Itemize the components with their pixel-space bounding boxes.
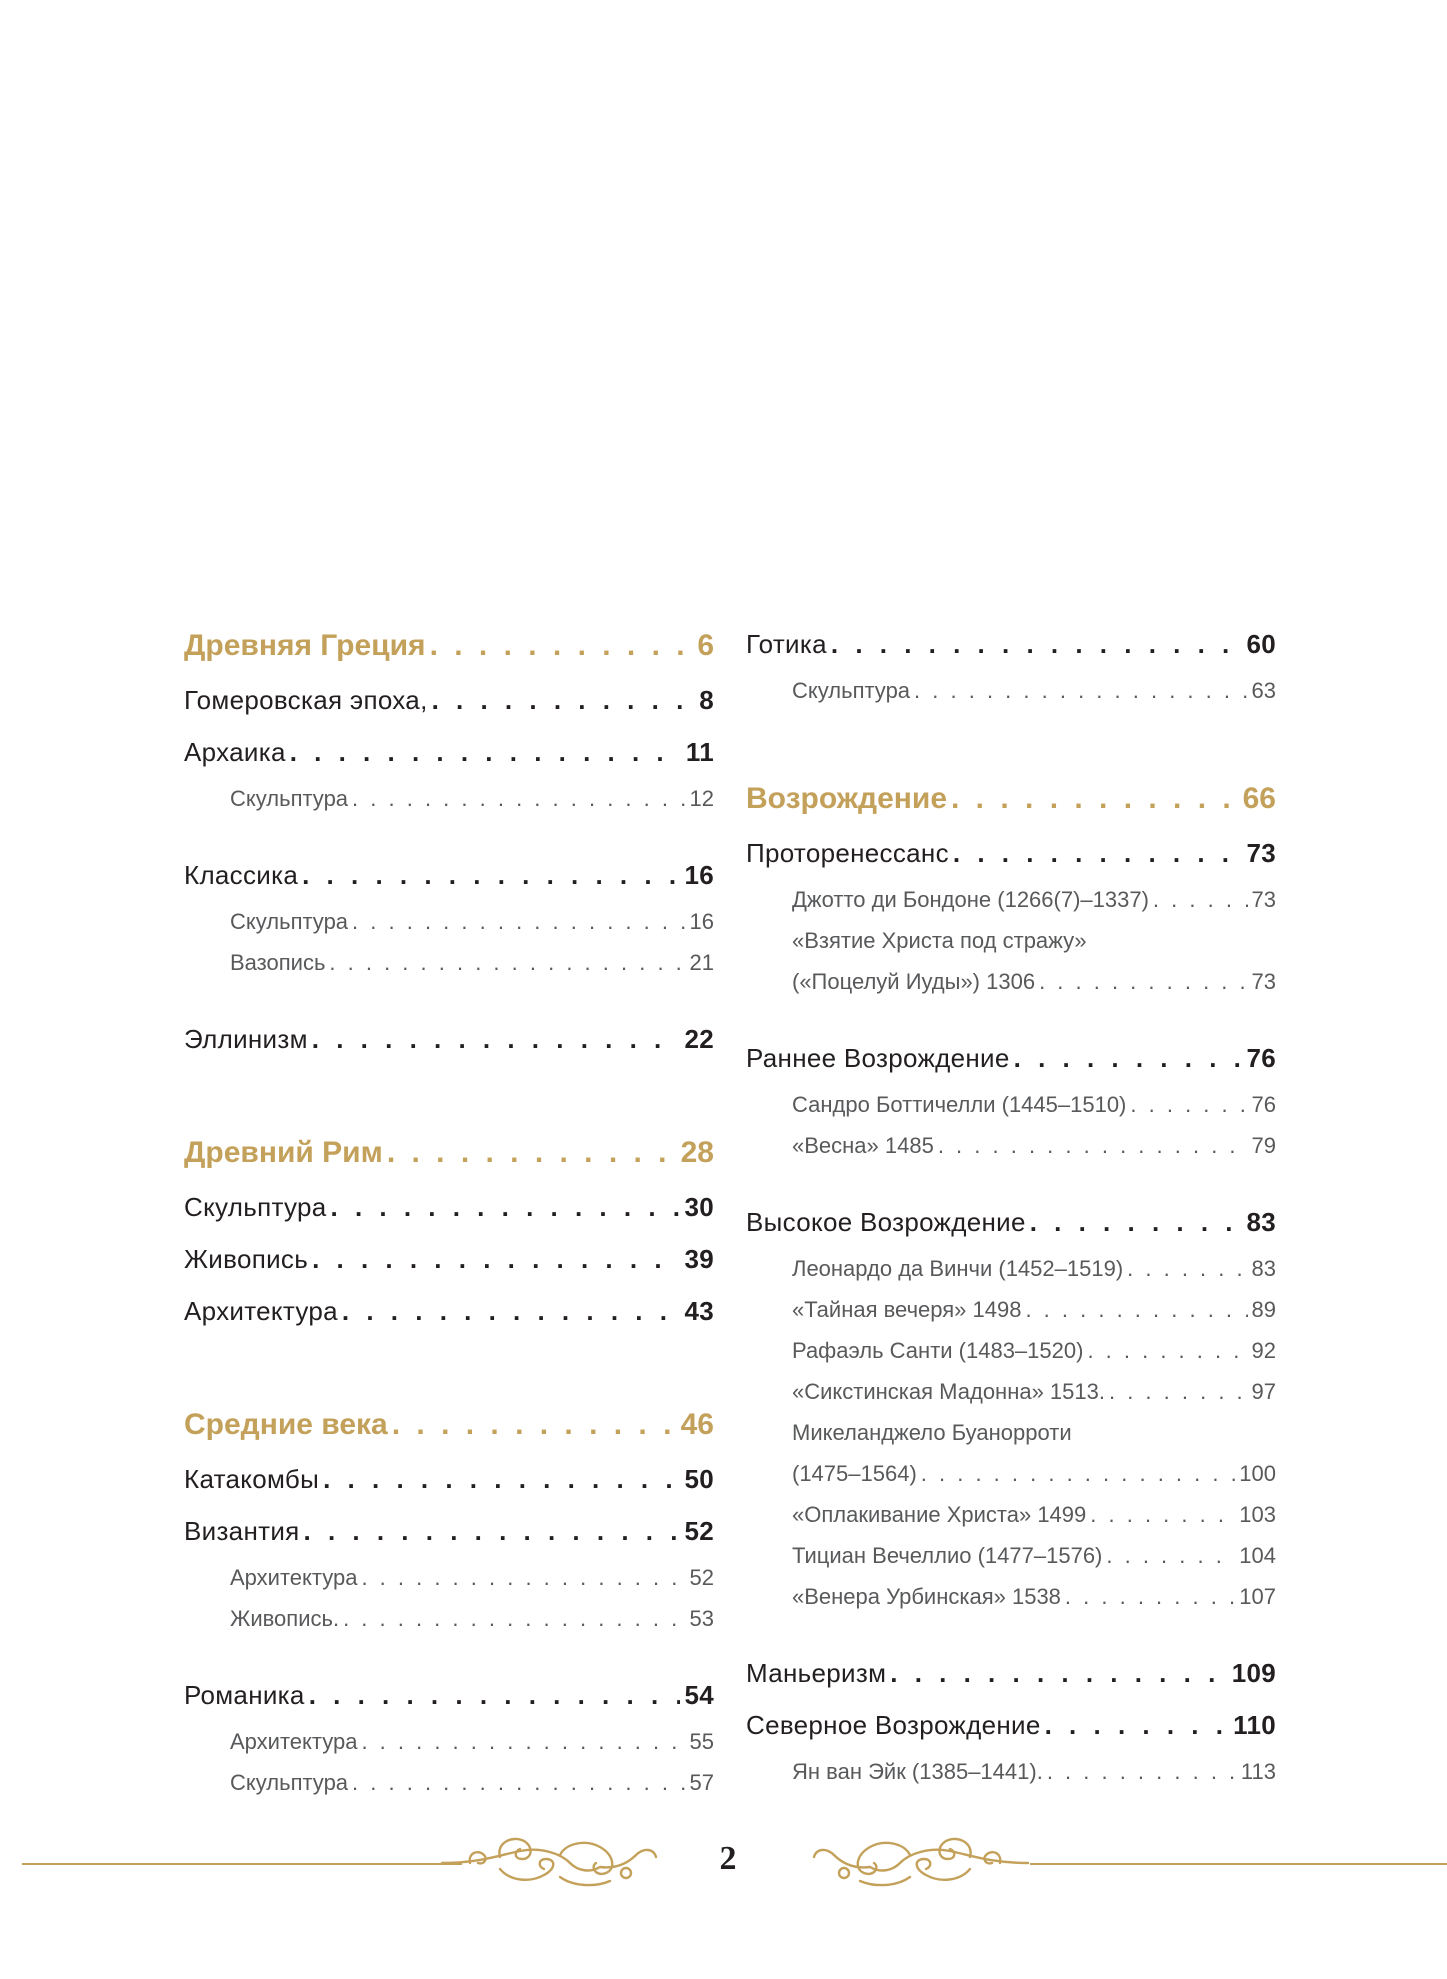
dot-leader — [1090, 1494, 1235, 1535]
toc-title: Катакомбы — [184, 1464, 320, 1494]
toc-page: 109 — [1231, 1658, 1276, 1688]
toc-entry-homeric[interactable] — [184, 674, 714, 726]
toc-sub-romanesque-sculpture[interactable] — [184, 1762, 714, 1803]
toc-sub-spring[interactable] — [746, 1125, 1276, 1166]
dot-leader — [304, 1505, 681, 1557]
toc-page: 55 — [689, 1729, 714, 1754]
toc-page: 107 — [1239, 1584, 1276, 1609]
toc-page: 28 — [680, 1136, 714, 1169]
toc-page: 63 — [1251, 678, 1276, 703]
toc-page: 76 — [1251, 1092, 1276, 1117]
toc-page: 52 — [684, 1516, 714, 1546]
dot-leader — [352, 1762, 685, 1803]
toc-page: 53 — [689, 1606, 714, 1631]
toc-right-column — [746, 618, 1276, 1792]
toc-title: Архитектура — [184, 1296, 338, 1326]
toc-page: 60 — [1246, 629, 1276, 659]
toc-title: Скульптура — [792, 678, 911, 703]
toc-section-middle-ages[interactable] — [184, 1397, 714, 1453]
toc-sub-michelangelo[interactable] — [746, 1453, 1276, 1494]
toc-title: Средние века — [184, 1408, 388, 1441]
toc-title: Возрождение — [746, 782, 948, 815]
dot-leader — [1047, 1751, 1237, 1792]
spacer — [184, 983, 714, 1013]
toc-title: Ян ван Эйк (1385–1441). — [792, 1759, 1043, 1784]
toc-sub-byzantium-architecture[interactable] — [184, 1557, 714, 1598]
dot-leader — [1025, 1289, 1247, 1330]
spacer — [746, 1002, 1276, 1032]
toc-section-renaissance[interactable] — [746, 771, 1276, 827]
toc-page: 16 — [684, 860, 714, 890]
dot-leader — [1087, 1330, 1247, 1371]
toc-title: Северное Возрождение — [746, 1710, 1041, 1740]
page-number: 2 — [719, 1840, 737, 1877]
dot-leader — [831, 618, 1243, 670]
dot-leader — [312, 1233, 680, 1285]
toc-sub-sistine-madonna[interactable] — [746, 1371, 1276, 1412]
dot-leader — [432, 674, 696, 726]
toc-page: 12 — [689, 786, 714, 811]
toc-page: 54 — [684, 1680, 714, 1710]
dot-leader — [309, 1669, 681, 1721]
toc-page: 79 — [1251, 1133, 1276, 1158]
footer-rule-left — [22, 1863, 462, 1865]
toc-title: Высокое Возрождение — [746, 1207, 1026, 1237]
toc-entry-byzantium[interactable] — [184, 1505, 714, 1557]
toc-page: 73 — [1251, 887, 1276, 912]
toc-page: 52 — [689, 1565, 714, 1590]
dot-leader — [1014, 1032, 1243, 1084]
toc-title: «Сикстинская Мадонна» 1513. — [792, 1379, 1105, 1404]
toc-page: 39 — [684, 1244, 714, 1274]
toc-page: 22 — [684, 1024, 714, 1054]
toc-entry-rome-painting[interactable] — [184, 1233, 714, 1285]
toc-page: 76 — [1246, 1043, 1276, 1073]
toc-title: (1475–1564) — [792, 1461, 917, 1486]
dot-leader — [392, 1397, 677, 1453]
toc-sub-gothic-sculpture[interactable] — [746, 670, 1276, 711]
toc-title: «Венера Урбинская» 1538 — [792, 1584, 1061, 1609]
toc-sub-michelangelo-line1[interactable]: Микеланджело Буанорроти — [792, 1420, 1072, 1445]
footer-rule-right — [1030, 1863, 1447, 1865]
toc-page: 16 — [689, 909, 714, 934]
toc-section-ancient-rome[interactable] — [184, 1125, 714, 1181]
toc-sub-raphael[interactable] — [746, 1330, 1276, 1371]
toc-entry-rome-sculpture[interactable] — [184, 1181, 714, 1233]
toc-page: 103 — [1239, 1502, 1276, 1527]
toc-sub-archaic-sculpture[interactable] — [184, 778, 714, 819]
dot-leader — [361, 1721, 685, 1762]
toc-page: 92 — [1251, 1338, 1276, 1363]
toc-sub-leonardo[interactable] — [746, 1248, 1276, 1289]
toc-sub-arrest-line1[interactable]: «Взятие Христа под стражу» — [792, 928, 1087, 953]
toc-page: 89 — [1251, 1297, 1276, 1322]
spacer — [746, 1166, 1276, 1196]
toc-page: 30 — [684, 1192, 714, 1222]
toc-entry-classic[interactable] — [184, 849, 714, 901]
toc-title: Скульптура — [184, 1192, 327, 1222]
toc-entry-northern-renaissance[interactable] — [746, 1699, 1276, 1751]
toc-title: Византия — [184, 1516, 300, 1546]
toc-entry-catacombs[interactable] — [184, 1453, 714, 1505]
toc-left-column — [184, 618, 714, 1803]
toc-title: Эллинизм — [184, 1024, 308, 1054]
spacer — [184, 1639, 714, 1669]
dot-leader — [352, 778, 685, 819]
spacer — [184, 1367, 714, 1397]
dot-leader — [1065, 1576, 1235, 1617]
toc-sub-byzantium-painting[interactable] — [184, 1598, 714, 1639]
spacer — [746, 711, 1276, 741]
toc-title: Сандро Боттичелли (1445–1510) — [792, 1092, 1127, 1117]
toc-entry-high-renaissance[interactable] — [746, 1196, 1276, 1248]
toc-entry-archaic[interactable] — [184, 726, 714, 778]
toc-sub-last-supper[interactable] — [746, 1289, 1276, 1330]
toc-page: 100 — [1239, 1461, 1276, 1486]
toc-page: 83 — [1246, 1207, 1276, 1237]
toc-title: Джотто ди Бондоне (1266(7)–1337) — [792, 887, 1149, 912]
toc-sub-lamentation[interactable] — [746, 1494, 1276, 1535]
dot-leader — [342, 1285, 681, 1337]
toc-title: («Поцелуй Иуды») 1306 — [792, 969, 1036, 994]
toc-entry-early-renaissance[interactable] — [746, 1032, 1276, 1084]
toc-title: Леонардо да Винчи (1452–1519) — [792, 1256, 1124, 1281]
toc-title: Древняя Греция — [184, 629, 426, 662]
dot-leader — [331, 1181, 681, 1233]
dot-leader — [312, 1013, 681, 1065]
toc-title: Скульптура — [230, 909, 349, 934]
toc-entry-mannerism[interactable] — [746, 1647, 1276, 1699]
dot-leader — [921, 1453, 1236, 1494]
toc-title: Готика — [746, 629, 827, 659]
toc-title: Тициан Вечеллио (1477–1576) — [792, 1543, 1103, 1568]
toc-page: 11 — [685, 737, 714, 767]
toc-title: Проторенессанс — [746, 838, 949, 868]
toc-page: 43 — [684, 1296, 714, 1326]
dot-leader — [938, 1125, 1248, 1166]
toc-title: Маньеризм — [746, 1658, 887, 1688]
toc-title: «Весна» 1485 — [792, 1133, 934, 1158]
toc-entry-proto-renaissance[interactable] — [746, 827, 1276, 879]
dot-leader — [302, 849, 680, 901]
spacer — [746, 1617, 1276, 1647]
toc-sub-arrest[interactable] — [746, 961, 1276, 1002]
toc-entry-hellenism[interactable] — [184, 1013, 714, 1065]
toc-page: 21 — [689, 950, 714, 975]
dot-leader — [290, 726, 682, 778]
dot-leader — [1130, 1084, 1247, 1125]
toc-title: Романика — [184, 1680, 305, 1710]
dot-leader — [1030, 1196, 1243, 1248]
dot-leader — [1106, 1535, 1235, 1576]
toc-page: 73 — [1246, 838, 1276, 868]
toc-page: 110 — [1233, 1710, 1276, 1740]
toc-page: 104 — [1239, 1543, 1276, 1568]
toc-title: «Оплакивание Христа» 1499 — [792, 1502, 1087, 1527]
toc-page: 113 — [1240, 1759, 1276, 1784]
toc-entry-romanesque[interactable] — [184, 1669, 714, 1721]
toc-title: Гомеровская эпоха, — [184, 685, 428, 715]
toc-section-ancient-greece[interactable] — [184, 618, 714, 674]
spacer — [746, 741, 1276, 771]
dot-leader — [890, 1647, 1227, 1699]
dot-leader — [323, 1453, 680, 1505]
toc-title: Живопись — [184, 1244, 309, 1274]
toc-page: 46 — [680, 1408, 714, 1441]
toc-sub-titian[interactable] — [746, 1535, 1276, 1576]
toc-title: Архитектура — [230, 1729, 358, 1754]
toc-sub-classic-sculpture[interactable] — [184, 901, 714, 942]
dot-leader — [361, 1557, 685, 1598]
toc-title: Архаика — [184, 737, 286, 767]
toc-title: Классика — [184, 860, 299, 890]
toc-sub-venus-urbino[interactable] — [746, 1576, 1276, 1617]
spacer — [184, 1337, 714, 1367]
toc-title: Вазопись — [230, 950, 326, 975]
dot-leader — [1127, 1248, 1247, 1289]
dot-leader — [1039, 961, 1247, 1002]
dot-leader — [430, 618, 694, 674]
scroll-ornament-left-icon — [440, 1825, 660, 1895]
toc-title: Рафаэль Санти (1483–1520) — [792, 1338, 1084, 1363]
spacer — [184, 1095, 714, 1125]
spacer — [184, 819, 714, 849]
toc-page: 6 — [697, 629, 714, 662]
dot-leader — [914, 670, 1247, 711]
toc-page: 57 — [689, 1770, 714, 1795]
toc-sub-van-eyck[interactable] — [746, 1751, 1276, 1792]
toc-sub-giotto[interactable] — [746, 879, 1276, 920]
toc-page: 66 — [1242, 782, 1276, 815]
toc-sub-romanesque-architecture[interactable] — [184, 1721, 714, 1762]
toc-title: Живопись. — [230, 1606, 340, 1631]
toc-page: 83 — [1251, 1256, 1276, 1281]
dot-leader — [352, 901, 685, 942]
toc-title: Древний Рим — [184, 1136, 383, 1169]
spacer — [184, 1065, 714, 1095]
dot-leader — [953, 827, 1243, 879]
toc-page: 73 — [1251, 969, 1276, 994]
toc-title: Архитектура — [230, 1565, 358, 1590]
dot-leader — [343, 1598, 685, 1639]
dot-leader — [1045, 1699, 1230, 1751]
toc-title: Раннее Возрождение — [746, 1043, 1010, 1073]
scroll-ornament-right-icon — [810, 1825, 1030, 1895]
toc-sub-classic-vase[interactable] — [184, 942, 714, 983]
dot-leader — [951, 771, 1239, 827]
toc-entry-rome-architecture[interactable] — [184, 1285, 714, 1337]
dot-leader — [329, 942, 685, 983]
toc-title: Скульптура — [230, 786, 349, 811]
dot-leader — [387, 1125, 677, 1181]
toc-page: 8 — [699, 685, 714, 715]
toc-page: 97 — [1251, 1379, 1276, 1404]
toc-entry-gothic[interactable] — [746, 618, 1276, 670]
dot-leader — [1109, 1371, 1248, 1412]
dot-leader — [1153, 879, 1248, 920]
toc-title: «Тайная вечеря» 1498 — [792, 1297, 1022, 1322]
toc-page: 50 — [684, 1464, 714, 1494]
toc-title: Скульптура — [230, 1770, 349, 1795]
toc-sub-botticelli[interactable] — [746, 1084, 1276, 1125]
